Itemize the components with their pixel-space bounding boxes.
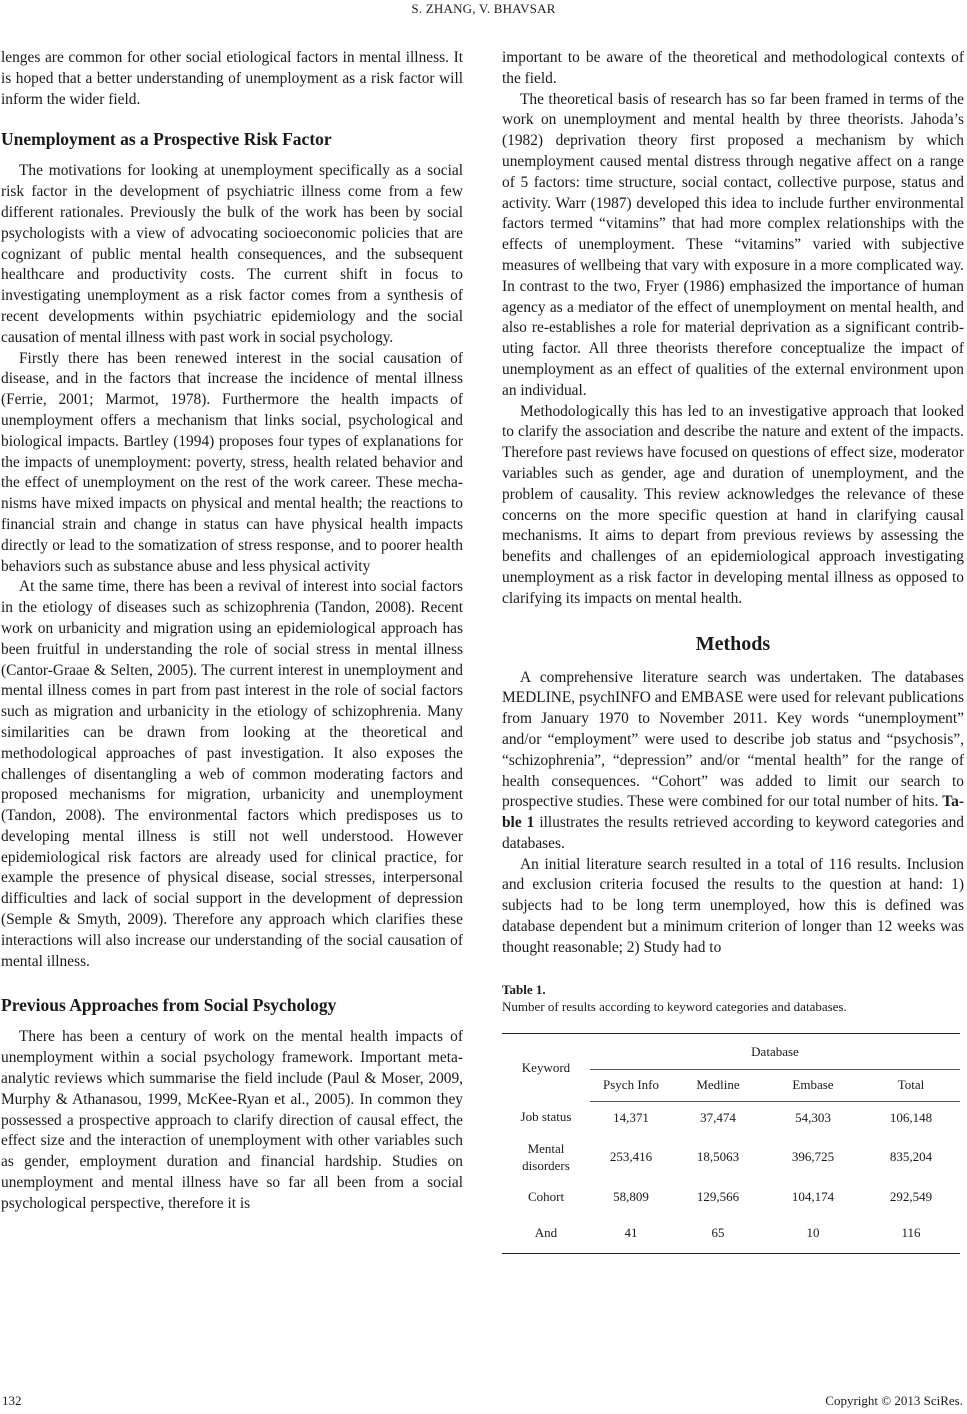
right-column: [502, 48, 964, 1254]
paragraph: Firstly there has been renewed interest in the social causation of disease, and in the factors that increase the incidence of mental illness (Ferrie, 2001; Marmot, 1978). Furthermore the health impacts of unemployment offers a mechanism that links social, psychological and biological impacts. Bartley (1994) proposes four types of explanations for the impacts of unemployment: poverty, stress, health related behavior and the effect of unemployment on the rest of the work career. These mechanisms have mixed impacts on physical and mental health; the reactions to financial strain and change in status can have physical health impacts directly or lead to the somatization of stress response, and to poorer health behaviors such as substance abuse and less physical activity: [1, 349, 463, 575]
table-cell: 129,566: [696, 1188, 740, 1204]
table-cell: 41: [590, 1212, 672, 1254]
results-table: [502, 1033, 960, 1254]
table-column-header: Psych Info: [590, 1069, 672, 1101]
running-head: S. ZHANG, V. BHAVSAR: [411, 1, 556, 16]
section-heading: Previous Approaches from Social Psychology: [1, 995, 337, 1016]
table-cell: 10: [764, 1212, 862, 1254]
section-heading: Unemployment as a Prospective Risk Factor: [1, 129, 332, 150]
paragraph: [502, 668, 964, 855]
table-row: [502, 1212, 960, 1254]
table-reference: Table 1: [502, 793, 964, 832]
table-cell: 65: [672, 1212, 764, 1254]
table-column-header: Total: [862, 1069, 960, 1101]
page-number: 132: [2, 1393, 22, 1408]
table-header-database: Database: [590, 1033, 960, 1069]
paragraph-text: A comprehensive literature search was undertaken. The databases MEDLINE, psychINFO and EMBASE were used for relevant publications from January 1970 to November 2011. Key words “unemployment” and/or “employment” were used to describe job status and “psychosis”, “schizophrenia”, “depression” and/or “mental health” for the range of health consequences. “Cohort” was added to limit our search to prospective studies. These were combined for our total number of hits.: [502, 668, 964, 811]
paragraph: The motivations for looking at unemployment specifically as a social risk factor in the development of psychiatric illness come from a few different rationales. Previously the bulk of the work has been by social psychologists with a view of advocating socioeconomic policies that are cognizant of public mental health consequences, and the subsequent healthcare and productivity costs. The current shift in focus to investigating unemployment as a risk factor comes from a synthesis of recent developments within psychiatric epidemiology and the social causation of mental illness with past work in social psychology.: [1, 162, 463, 346]
paragraph: lenges are common for other social etiological factors in mental illness. It is hoped that a better understanding of unemployment as a risk factor will inform the wider field.: [1, 49, 463, 108]
paragraph: Methodologically this has led to an investigative approach that looked to clarify the association and describe the nature and extent of the impacts. Therefore past reviews have focused on questions of effect size, moderator variables such as gender, age and duration of unemployment, and the problem of causality. This review acknowledges the relevance of these concerns on the more specific question at hand in clarifying causal mechanisms. It aims to depart from previous reviews by assessing the benefits and challenges of an epidemiological approach investigating unemployment as a risk factor in developing mental illness as opposed to clarifying its impacts on mental health.: [502, 402, 964, 607]
table-header-keyword: Keyword: [502, 1033, 590, 1101]
table-label: Table 1.: [502, 981, 546, 997]
table-cell: 104,174: [791, 1188, 835, 1204]
table-cell: 116: [862, 1212, 960, 1254]
methods-heading: Methods: [695, 632, 771, 655]
copyright-notice: Copyright © 2013 SciRes.: [825, 1393, 963, 1408]
table-column-header: Embase: [764, 1069, 862, 1101]
paragraph-text: illustrates the results retrieved according to keyword categories and databases.: [502, 814, 964, 852]
table-cell: 14,371: [613, 1109, 649, 1125]
left-column: [1, 48, 463, 1215]
table-row-label: Mental disorders: [522, 1140, 570, 1173]
table-cell: 58,809: [613, 1188, 649, 1204]
paragraph: The theoretical basis of research has so far been framed in terms of the work on unemployment and mental health by three theorists. Jahoda’s (1982) deprivation theory first proposed a mechanism by which unemployment caused mental distress through negative affect on a range of 5 factors: time structure, social contact, collective purpose, status and activity. Warr (1987) developed this idea to include further environmental factors termed “vitamins” that had more complex relationships with the effects of unemployment. These “vitamins” varied with subjective measures of wellbeing that vary with exposure in a more complicated way. In contrast to the two, Fryer (1986) emphasized the importance of human agency as a mediator of the effect of unemployment on mental health, and also re-establishes a role for material deprivation as a significant contributing factor. All three theorists therefore conceptualize the impact of unemployment as an effect of qualities of the external environment upon an individual.: [502, 90, 964, 399]
table-cell: 37,474: [700, 1109, 736, 1125]
table-row: [502, 1133, 960, 1181]
table-caption: [502, 981, 964, 1015]
table-caption-text: Number of results according to keyword categories and databases.: [502, 998, 847, 1014]
table-cell: 396,725: [791, 1149, 835, 1165]
paragraph: An initial literature search resulted in a total of 116 results. Inclusion and exclusion criteria focused the results to the question at hand: 1) subjects had to be long term unemployed, how this is defined was database dependent but a minimum criterion of longer than 12 weeks was thought reasonable; 2) Study had to: [502, 855, 964, 956]
table-cell: 253,416: [609, 1149, 653, 1165]
table-column-header: Medline: [672, 1069, 764, 1101]
table-cell: 18,5063: [696, 1149, 740, 1165]
table-cell: 292,549: [889, 1188, 933, 1204]
table-cell: 54,303: [795, 1109, 831, 1125]
paragraph: important to be aware of the theoretical and methodological contexts of the field.: [502, 49, 964, 87]
table-cell: 106,148: [889, 1109, 933, 1125]
table-row: [502, 1181, 960, 1212]
paragraph: There has been a century of work on the mental health impacts of unemployment within a social psychology framework. Important meta-analytic reviews which summarise the field include (Paul & Moser, 2009, Murphy & Athanasou, 1999, McKee-Ryan et al., 2005). In common they possessed a prospective approach to clarify direction of causal effect, the effect size and the interaction of unemployment with other variables such as gender, employment duration and financial hardship. Studies on unemployment and mental illness have so far all been from a social psychological perspective, therefore it is: [1, 1028, 463, 1212]
table-row-label: And: [502, 1212, 590, 1254]
table-row-label: Job status: [520, 1109, 572, 1125]
paragraph: At the same time, there has been a revival of interest into social factors in the etiology of diseases such as schizophrenia (Tandon, 2008). Recent work on urbanicity and migration using an epidemiological approach has been fruitful in understanding the role of social stress in mental illness (Cantor-Graae & Selten, 2005). The current interest in unemployment and mental illness comes in part from past interest in the role of social factors such as migration and urbanicity in the etiology of schizophrenia. Many similarities can be drawn from looking at the theoretical and methodological approaches of past investigation. It also exposes the challenges of disentangling a web of common moderating factors and proposed mechanisms for migration, urbanicity and unemployment (Tandon, 2008). The environmental factors which predisposes us to developing mental illness is still not well understood. However epidemiological risk factors are already used for clinical practice, for example the presence of physical disease, social stresses, interpersonal difficulties and lack of social support in the development of depression (Semple & Smyth, 2009). Therefore any approach which clarifies these interactions will also increase our understanding of the social causation of mental illness.: [1, 578, 463, 970]
table-row: [502, 1101, 960, 1133]
table-cell: 835,204: [889, 1149, 933, 1165]
table-row-label: Cohort: [527, 1188, 565, 1204]
